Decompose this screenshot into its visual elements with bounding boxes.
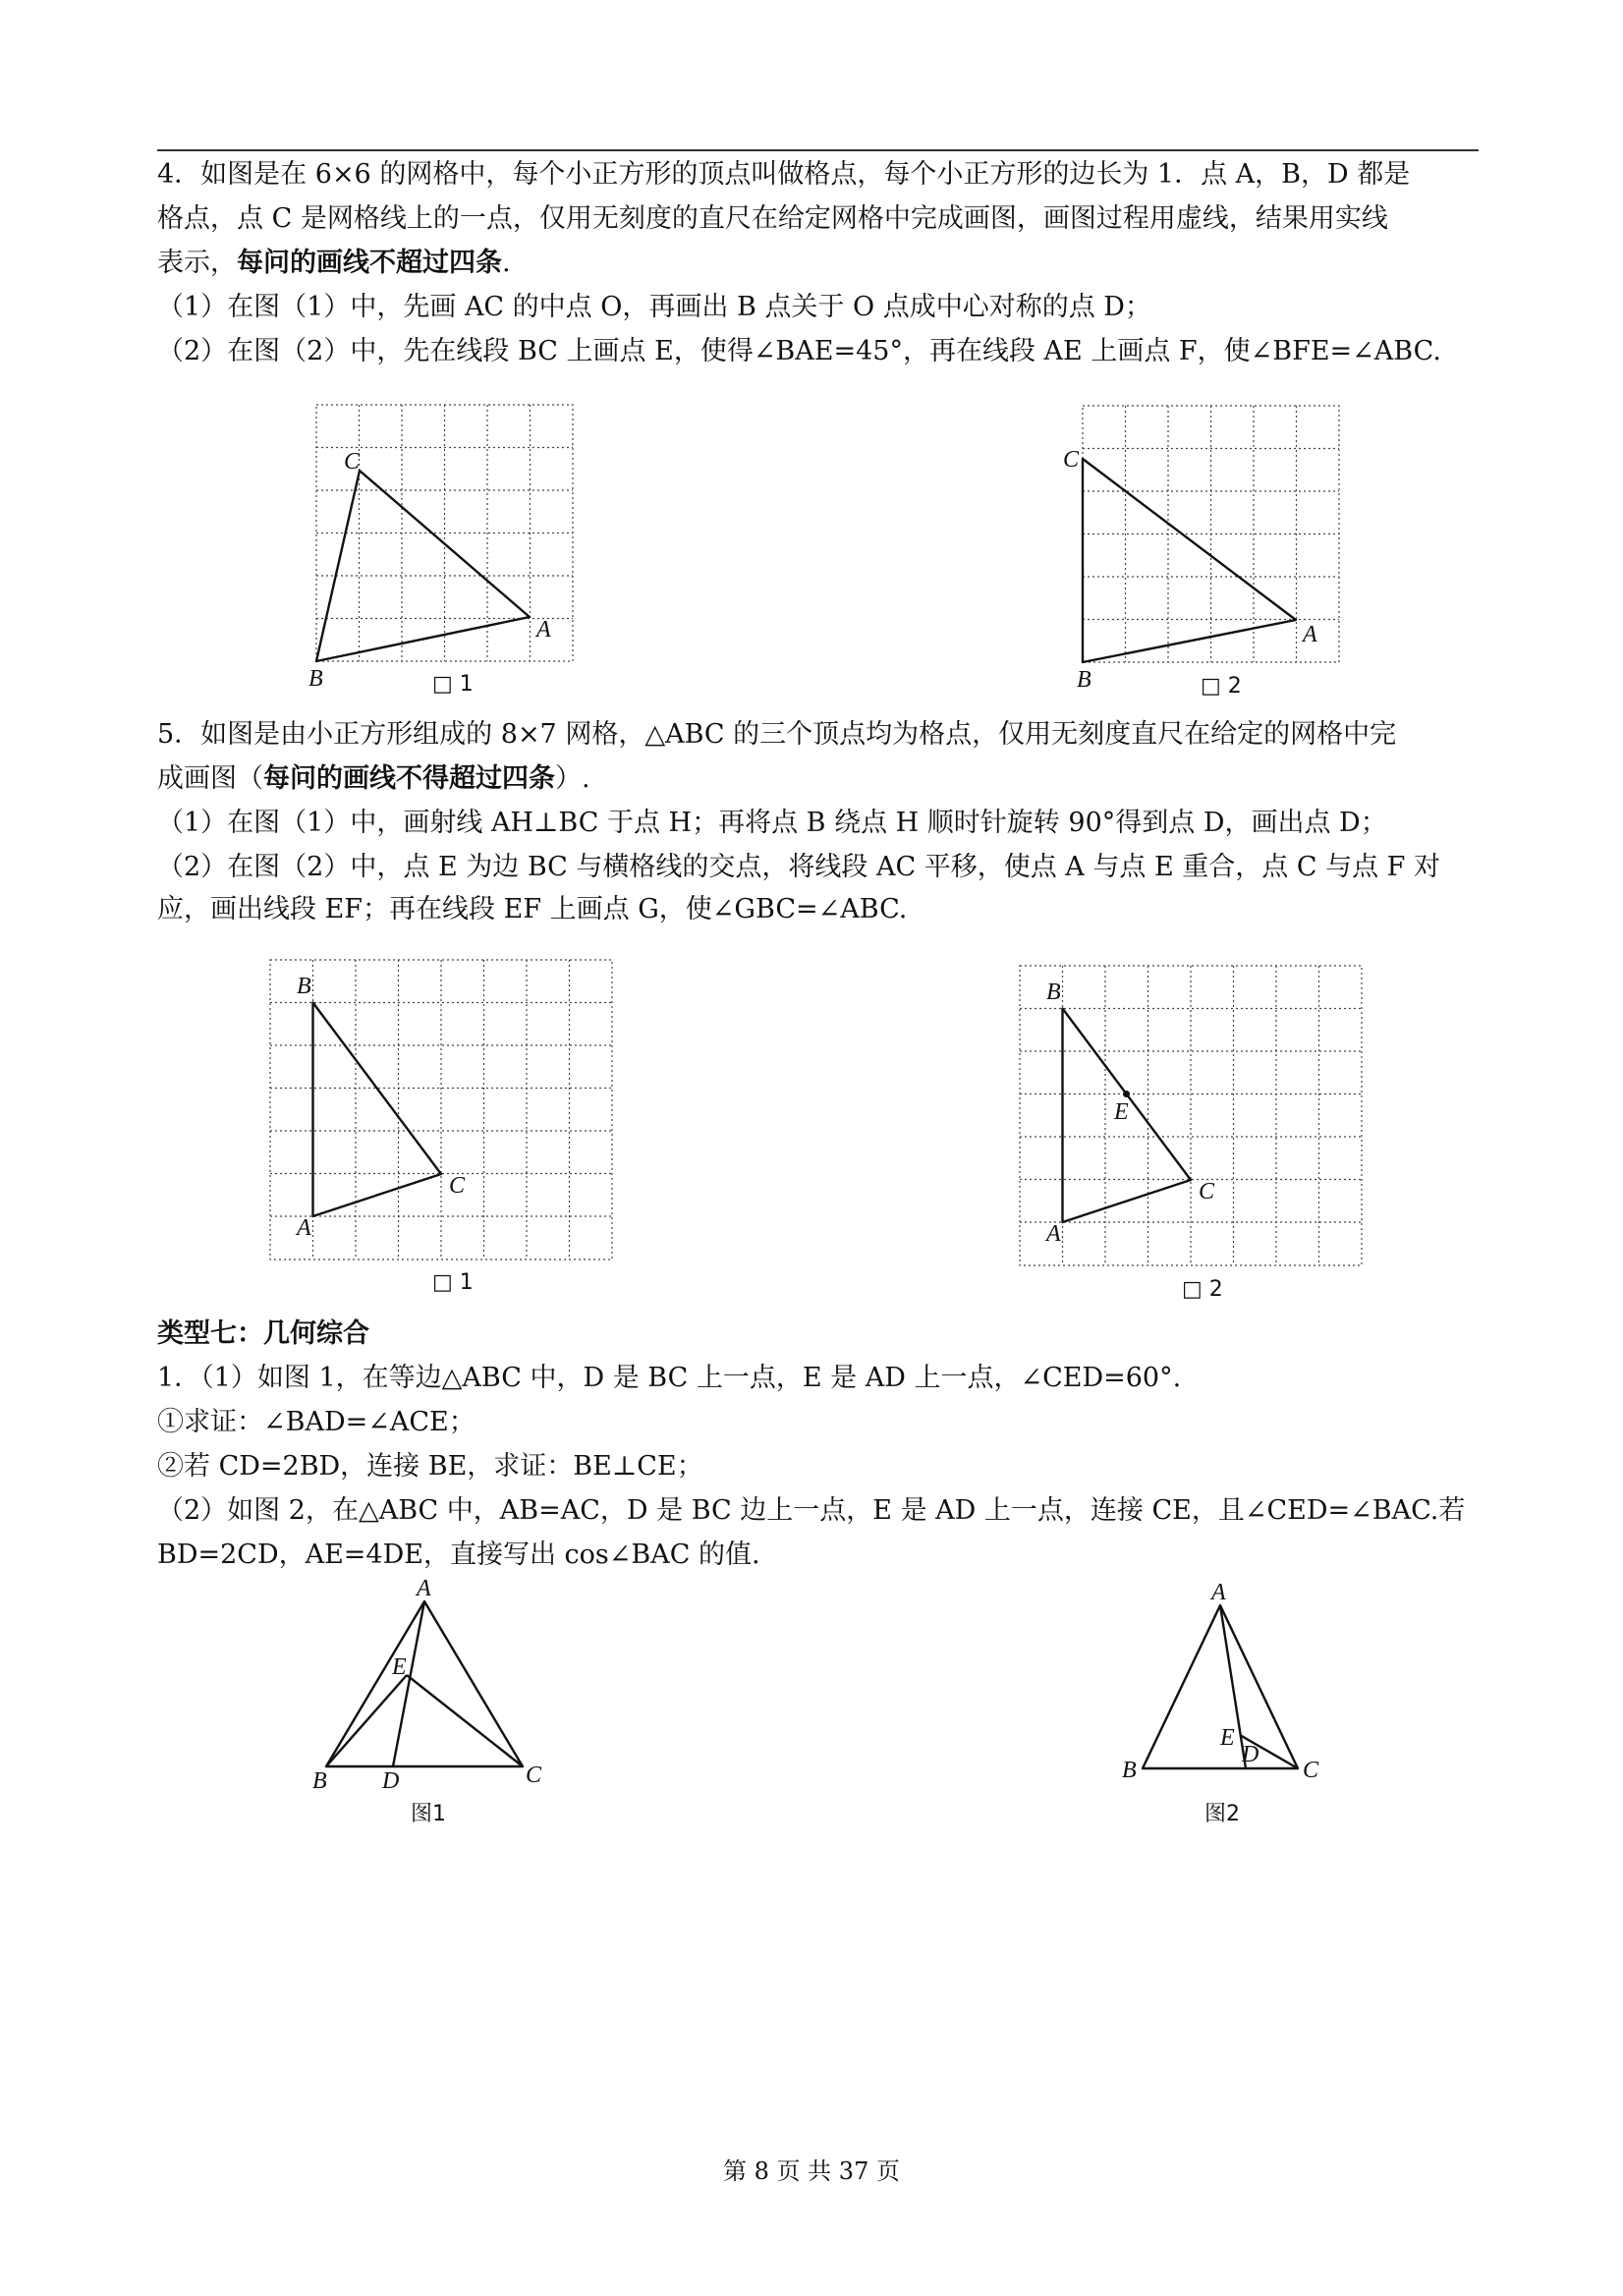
q5-figure2 (1020, 966, 1364, 1266)
type7-fig1-caption: 图1 (411, 1802, 446, 1826)
type7-figure1 (312, 1576, 550, 1808)
type7-line3: ②若 CD=2BD，连接 BE，求证：BE⊥CE； (157, 1451, 703, 1482)
q4-fig1-caption: □ 1 (432, 672, 474, 697)
page-footer: 第 8 页 共 37 页 (723, 2157, 900, 2185)
type7-fig2-label-c: C (1303, 1758, 1319, 1783)
q4-fig1-grid (316, 405, 573, 661)
q4-figure2 (1063, 406, 1340, 693)
q5-fig1-label-b: B (297, 974, 311, 999)
q4-fig1-label-b: B (308, 666, 323, 692)
q5-fig1-triangle (313, 1003, 442, 1217)
q4-part2: （2）在图（2）中，先在线段 BC 上画点 E，使得∠BAE=45°，再在线段 AE 上画点 F，使∠BFE=∠ABC. (157, 336, 1441, 366)
q5-fig2-label-c: C (1199, 1179, 1215, 1204)
q5-fig2-caption: □ 2 (1182, 1277, 1223, 1302)
q4-figure1 (308, 405, 574, 692)
type7-fig1-label-b: B (312, 1768, 327, 1794)
q5-part1: （1）在图（1）中，画射线 AH⊥BC 于点 H；再将点 B 绕点 H 顺时针旋转 90°得到点 D，画出点 D； (157, 808, 1387, 838)
q4-text-line3 (157, 244, 511, 283)
q5-figure1 (270, 960, 614, 1260)
q5-fig1-label-c: C (449, 1173, 466, 1199)
q5-text-line2a: 成画图（ (157, 763, 263, 794)
q5-fig2-point-e (1123, 1091, 1130, 1097)
q4-text-line2: 格点，点 C 是网格线上的一点，仅用无刻度的直尺在给定网格中完成画图，画图过程用虚线，结果用实线 (157, 203, 1388, 234)
header-rule (157, 149, 1479, 151)
type7-fig2-label-a: A (1211, 1580, 1226, 1605)
q5-fig2-label-e: E (1114, 1099, 1129, 1125)
q4-part1: （1）在图（1）中，先画 AC 的中点 O，再画出 B 点关于 O 点成中心对称的点 D； (157, 292, 1151, 322)
q5-text-line2c: ）. (555, 763, 590, 794)
q5-text-line1: 5．如图是由小正方形组成的 8×7 网格，△ABC 的三个顶点均为格点，仅用无刻度直尺在给定的网格中完 (157, 719, 1397, 750)
q4-text-line1: 4．如图是在 6×6 的网格中，每个小正方形的顶点叫做格点，每个小正方形的边长为 1．点 A，B，D 都是 (157, 159, 1411, 190)
type7-fig1-label-d: D (382, 1768, 400, 1794)
type7-line1: 1．（1）如图 1，在等边△ABC 中，D 是 BC 上一点，E 是 AD 上一点，∠CED=60°. (157, 1363, 1182, 1393)
type7-fig1-triangle (326, 1601, 523, 1766)
q4-fig2-label-a: A (1303, 622, 1317, 647)
q4-fig2-grid (1083, 406, 1339, 662)
q4-text-line3a: 表示， (157, 248, 237, 278)
type7-heading: 类型七：几何综合 (157, 1318, 369, 1349)
q5-fig2-label-a: A (1046, 1221, 1061, 1247)
q5-part2-line2: 应，画出线段 EF；再在线段 EF 上画点 G，使∠GBC=∠ABC. (157, 894, 908, 924)
q4-fig2-label-c: C (1063, 447, 1080, 473)
q4-fig1-label-c: C (344, 449, 361, 475)
type7-fig1-label-c: C (526, 1763, 542, 1788)
type7-fig2-label-d: D (1242, 1742, 1259, 1767)
type7-line5: BD=2CD，AE=4DE，直接写出 cos∠BAC 的值. (157, 1540, 760, 1570)
type7-fig2-label-e: E (1220, 1725, 1235, 1751)
q4-fig2-triangle (1083, 459, 1296, 662)
q5-text-line2 (157, 759, 590, 799)
q4-fig2-label-b: B (1077, 667, 1091, 693)
q5-fig1-label-a: A (297, 1215, 311, 1241)
q4-fig1-triangle (316, 471, 530, 661)
type7-fig2-caption: 图2 (1204, 1802, 1240, 1826)
type7-fig1-label-a: A (417, 1576, 431, 1601)
type7-fig1-segment-ce (407, 1675, 523, 1766)
q5-fig2-label-b: B (1046, 980, 1061, 1005)
type7-fig2-label-b: B (1122, 1758, 1137, 1783)
q5-fig1-caption: □ 1 (432, 1270, 474, 1295)
q5-bold-note: 每问的画线不得超过四条 (263, 763, 555, 794)
q5-part2-line1: （2）在图（2）中，点 E 为边 BC 与横格线的交点，将线段 AC 平移，使点 A 与点 E 重合，点 C 与点 F 对 (157, 852, 1440, 882)
type7-figure2 (1120, 1582, 1356, 1808)
type7-fig1-label-e: E (392, 1654, 407, 1680)
q4-bold-note: 每问的画线不超过四条 (237, 248, 502, 278)
q4-fig2-caption: □ 2 (1201, 674, 1242, 699)
q4-text-line3c: . (502, 248, 511, 278)
type7-line4: （2）如图 2，在△ABC 中，AB=AC，D 是 BC 边上一点，E 是 AD 上一点，连接 CE，且∠CED=∠BAC.若 (157, 1495, 1466, 1526)
q4-fig1-label-a: A (536, 617, 551, 643)
type7-line2: ①求证：∠BAD=∠ACE； (157, 1407, 476, 1437)
